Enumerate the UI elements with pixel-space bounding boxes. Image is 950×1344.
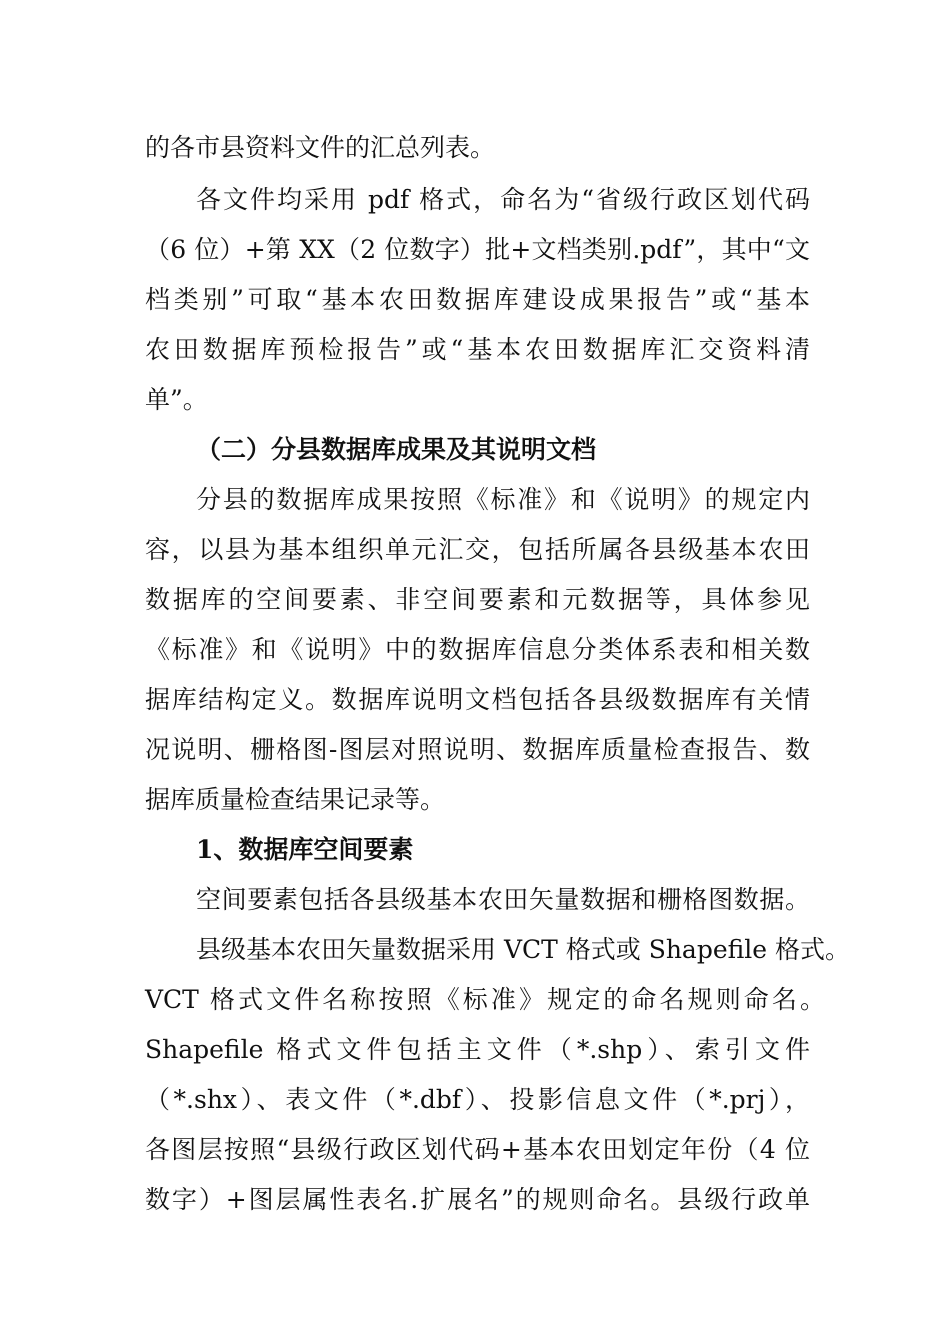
text-line-19: Shapefile 格式文件包括主文件（*.shp）、索引文件 bbox=[145, 1035, 810, 1064]
text-line-13: 况说明、栅格图-图层对照说明、数据库质量检查报告、数 bbox=[145, 735, 810, 764]
text-line-16: 空间要素包括各县级基本农田矢量数据和栅格图数据。 bbox=[196, 885, 810, 914]
text-line-6: 单”。 bbox=[145, 385, 208, 414]
subsection-heading: 1、数据库空间要素 bbox=[196, 835, 414, 864]
text-line-12: 据库结构定义。数据库说明文档包括各县级数据库有关情 bbox=[145, 685, 810, 714]
text-line-5: 农田数据库预检报告”或“基本农田数据库汇交资料清 bbox=[145, 335, 810, 364]
text-line-8: 分县的数据库成果按照《标准》和《说明》的规定内 bbox=[196, 485, 810, 514]
text-line-11: 《标准》和《说明》中的数据库信息分类体系表和相关数 bbox=[145, 635, 810, 664]
text-line-14: 据库质量检查结果记录等。 bbox=[145, 785, 446, 814]
text-line-9: 容，以县为基本组织单元汇交，包括所属各县级基本农田 bbox=[145, 535, 810, 564]
text-line-21: 各图层按照“县级行政区划代码+基本农田划定年份（4 位 bbox=[145, 1135, 810, 1164]
text-line-20: （*.shx）、表文件（*.dbf）、投影信息文件（*.prj）， bbox=[145, 1085, 810, 1114]
section-heading: （二）分县数据库成果及其说明文档 bbox=[196, 435, 597, 464]
text-line-2: 各文件均采用 pdf 格式，命名为“省级行政区划代码 bbox=[196, 185, 810, 214]
text-line-1: 的各市县资料文件的汇总列表。 bbox=[145, 133, 496, 162]
text-line-18: VCT 格式文件名称按照《标准》规定的命名规则命名。 bbox=[145, 985, 825, 1014]
text-line-10: 数据库的空间要素、非空间要素和元数据等，具体参见 bbox=[145, 585, 810, 614]
text-line-17: 县级基本农田矢量数据采用 VCT 格式或 Shapefile 格式。 bbox=[196, 935, 851, 964]
text-line-22: 数字）+图层属性表名.扩展名”的规则命名。县级行政单 bbox=[145, 1185, 810, 1214]
text-line-3: （6 位）+第 XX（2 位数字）批+文档类别.pdf”，其中“文 bbox=[145, 235, 810, 264]
text-line-4: 档类别”可取“基本农田数据库建设成果报告”或“基本 bbox=[145, 285, 810, 314]
